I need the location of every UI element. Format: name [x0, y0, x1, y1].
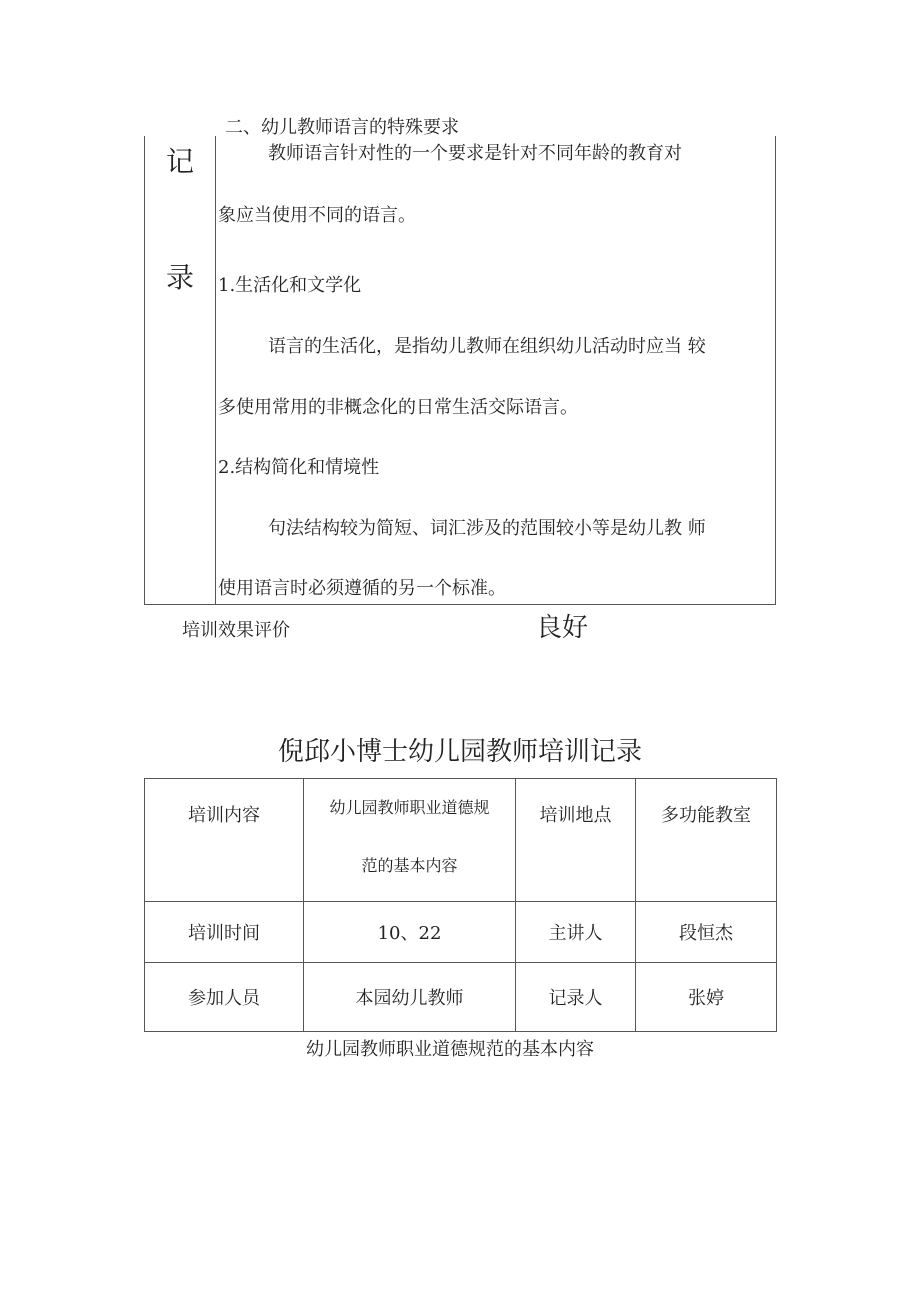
side-label-ji: 记	[166, 145, 195, 178]
content-value-line1: 幼儿园教师职业道德规	[329, 798, 490, 817]
speaker-value-cell	[636, 902, 777, 963]
footer-heading: 幼儿园教师职业道德规范的基本内容	[306, 1039, 594, 1060]
record-line: 句法结构较为简短、词汇涉及的范围较小等是幼儿教 师	[268, 518, 706, 539]
side-label-lu: 录	[166, 261, 195, 294]
recorder-label-cell	[516, 963, 636, 1032]
section-heading: 二、幼儿教师语言的特殊要求	[225, 117, 459, 138]
speaker-value: 段恒杰	[679, 923, 733, 944]
record-line: 教师语言针对性的一个要求是针对不同年龄的教育对	[268, 143, 682, 164]
record-subheading: 2.结构简化和情境性	[218, 457, 380, 478]
record-box-bottom-border	[144, 604, 776, 605]
document-title: 倪邱小博士幼儿园教师培训记录	[277, 737, 642, 767]
speaker-label: 主讲人	[548, 923, 603, 944]
record-line: 语言的生活化，是指幼儿教师在组织幼儿活动时应当 较	[268, 336, 706, 357]
recorder-value: 张婷	[688, 988, 724, 1009]
location-label: 培训地点	[539, 805, 612, 826]
record-line: 使用语言时必须遵循的另一个标准。	[218, 578, 506, 599]
recorder-label: 记录人	[548, 988, 603, 1009]
content-label: 培训内容	[188, 805, 260, 826]
participants-value-cell	[304, 963, 516, 1032]
content-value-line2: 范的基本内容	[361, 856, 458, 875]
content-value-cell	[304, 779, 516, 902]
time-label: 培训时间	[188, 923, 260, 944]
record-box-left-border	[144, 136, 145, 605]
participants-label: 参加人员	[188, 988, 260, 1009]
time-label-cell	[145, 902, 304, 963]
record-subheading: 1.生活化和文学化	[218, 275, 362, 296]
participants-label-cell	[145, 963, 304, 1032]
location-value: 多功能教室	[661, 805, 751, 826]
location-label-cell	[516, 779, 636, 902]
time-value-cell	[304, 902, 516, 963]
training-info-table	[144, 778, 777, 1032]
participants-value: 本园幼儿教师	[355, 988, 464, 1009]
time-value: 10、22	[377, 923, 442, 944]
speaker-label-cell	[516, 902, 636, 963]
content-label-cell	[145, 779, 304, 902]
location-value-cell	[636, 779, 777, 902]
evaluation-value: 良好	[536, 613, 589, 643]
evaluation-label: 培训效果评价	[182, 620, 290, 641]
recorder-value-cell	[636, 963, 777, 1032]
record-box-divider	[215, 136, 216, 605]
record-line: 象应当使用不同的语言。	[218, 205, 416, 226]
record-line: 多使用常用的非概念化的日常生活交际语言。	[218, 397, 578, 418]
record-box-right-border	[775, 136, 776, 605]
